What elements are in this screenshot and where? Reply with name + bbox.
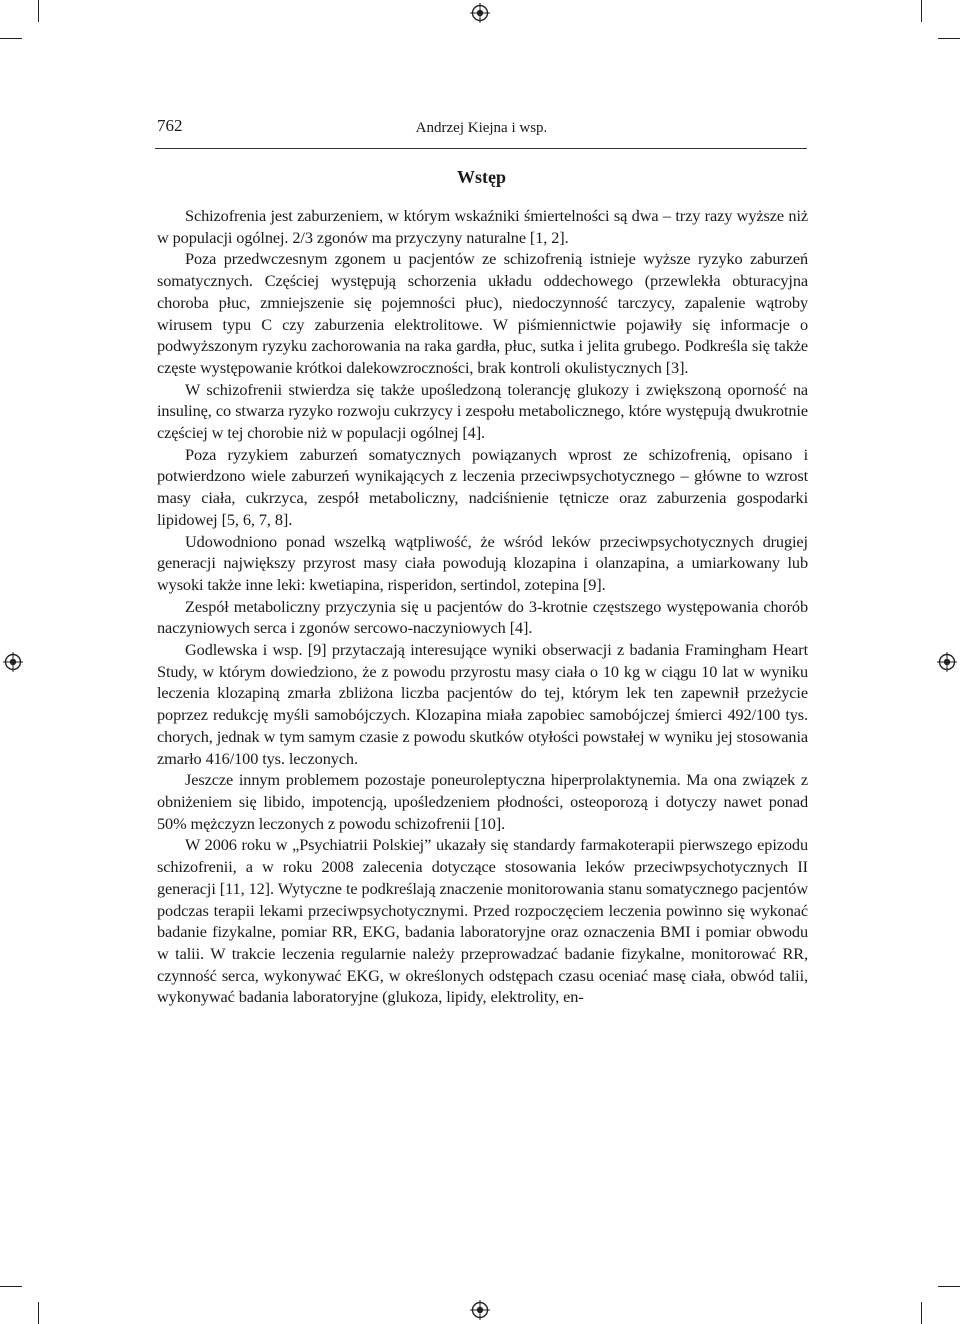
paragraph: Jeszcze innym problemem pozostaje poneuroleptyczna hiperprolaktynemia. Ma ona związek z obniżeniem się libido, impotencją, upośledzeniem płodności, osteoporozą i dotyczy nawet ponad 50% mężczyzn leczonych z powodu schizofrenii [10]. bbox=[157, 770, 808, 833]
header-rule bbox=[155, 148, 807, 149]
paragraph: Schizofrenia jest zaburzeniem, w którym wskaźniki śmiertelności są dwa – trzy razy wyższe niż w populacji ogólnej. 2/3 zgonów ma przyczyny naturalne [1, 2]. bbox=[157, 206, 808, 247]
crop-mark-top-right-vertical bbox=[921, 0, 922, 22]
running-head: Andrzej Kiejna i wsp. bbox=[415, 120, 548, 136]
crop-mark-bottom-left-vertical bbox=[38, 1302, 39, 1324]
paragraph: Udowodniono ponad wszelką wątpliwość, że wśród leków przeciwpsychotycznych drugiej generacji największy przyrost masy ciała powodują klozapina i olanzapina, a umiarkowany lub wysoki także inne leki: kwetiapina, risperidon, sertindol, zotepina [9]. bbox=[157, 531, 808, 594]
registration-mark-left-icon bbox=[3, 652, 23, 672]
paragraph: W schizofrenii stwierdza się także upośledzoną tolerancję glukozy i zwiększoną oporność na insulinę, co stwarza ryzyko rozwoju cukrzycy i zespołu metabolicznego, które występują dwukrotnie częściej w tej chorobie niż w populacji ogólnej [4]. bbox=[157, 379, 808, 443]
page-header bbox=[157, 116, 806, 146]
paragraph: Godlewska i wsp. [9] przytaczają interesujące wyniki obserwacji z badania Framingham Heart Study, w którym dowiedziono, że z powodu przyrostu masy ciała o 10 kg w ciągu 10 lat w wyniku leczenia klozapiną zmarła zbliżona liczba pacjentów do tej, którym lek ten zapewnił przeżycie poprzez redukcję myśli samobójczych. Klozapina miała zapobiec samobójczej śmierci 492/100 tys. chorych, jednak w tym samym czasie z powodu skutków otyłości powstałej w wyniku jej stosowania zmarło 416/100 tys. leczonych. bbox=[157, 640, 808, 768]
crop-mark-top-right-horizontal bbox=[938, 38, 960, 39]
paragraph: Poza ryzykiem zaburzeń somatycznych powiązanych wprost ze schizofrenią, opisano i potwierdzono wiele zaburzeń wynikających z leczenia przeciwpsychotycznego – główne to wzrost masy ciała, cukrzyca, zespół metaboliczny, nadciśnienie tętnicze oraz zaburzenia gospodarki lipidowej [5, 6, 7, 8]. bbox=[157, 444, 808, 529]
crop-mark-top-left-horizontal bbox=[0, 38, 22, 39]
article-body bbox=[157, 205, 808, 1008]
registration-mark-right-icon bbox=[937, 652, 957, 672]
crop-mark-bottom-right-horizontal bbox=[938, 1286, 960, 1287]
crop-mark-bottom-left-horizontal bbox=[0, 1286, 22, 1287]
paragraph: W 2006 roku w „Psychiatrii Polskiej” ukazały się standardy farmakoterapii pierwszego epizodu schizofrenii, a w roku 2008 zalecenia dotyczące stosowania leków przeciwpsychotycznych II generacji [11, 12]. Wytyczne te podkreślają znaczenie monitorowania stanu somatycznego pacjentów podczas terapii lekami przeciwpsychotycznymi. Przed rozpoczęciem leczenia powinno się wykonać badanie fizykalne, pomiar RR, EKG, badania laboratoryjne oraz oznaczenia BMI i pomiar obwodu w talii. W trakcie leczenia regularnie należy przeprowadzać badanie fizykalne, monitorować RR, czynność serca, wykonywać EKG, w określonych odstępach czasu oceniać masę ciała, obwód talii, wykonywać badania laboratoryjne (glukoza, lipidy, elektrolity, en- bbox=[157, 835, 808, 1007]
paragraph: Poza przedwczesnym zgonem u pacjentów ze schizofrenią istnieje wyższe ryzyko zaburzeń somatycznych. Częściej występują schorzenia układu oddechowego (przewlekła obturacyjna choroba płuc, zmniejszenie się pojemności płuc), niedoczynność tarczycy, zapalenie wątroby wirusem typu C czy zaburzenia elektrolitowe. W piśmiennictwie pojawiły się informacje o podwyższonym ryzyku zachorowania na raka gardła, płuc, sutka i jelita grubego. Podkreśla się także częste występowanie krótkoi dalekowzroczności, brak kontroli okulistycznych [3]. bbox=[157, 249, 808, 377]
paragraph: Zespół metaboliczny przyczynia się u pacjentów do 3-krotnie częstszego występowania chorób naczyniowych serca i zgonów sercowo-naczyniowych [4]. bbox=[157, 596, 808, 638]
registration-mark-bottom-icon bbox=[470, 1300, 490, 1320]
section-heading: Wstęp bbox=[457, 167, 506, 187]
page-number: 762 bbox=[157, 116, 183, 135]
crop-mark-bottom-right-vertical bbox=[921, 1302, 922, 1324]
registration-mark-top-icon bbox=[470, 3, 490, 23]
crop-mark-top-left-vertical bbox=[38, 0, 39, 22]
